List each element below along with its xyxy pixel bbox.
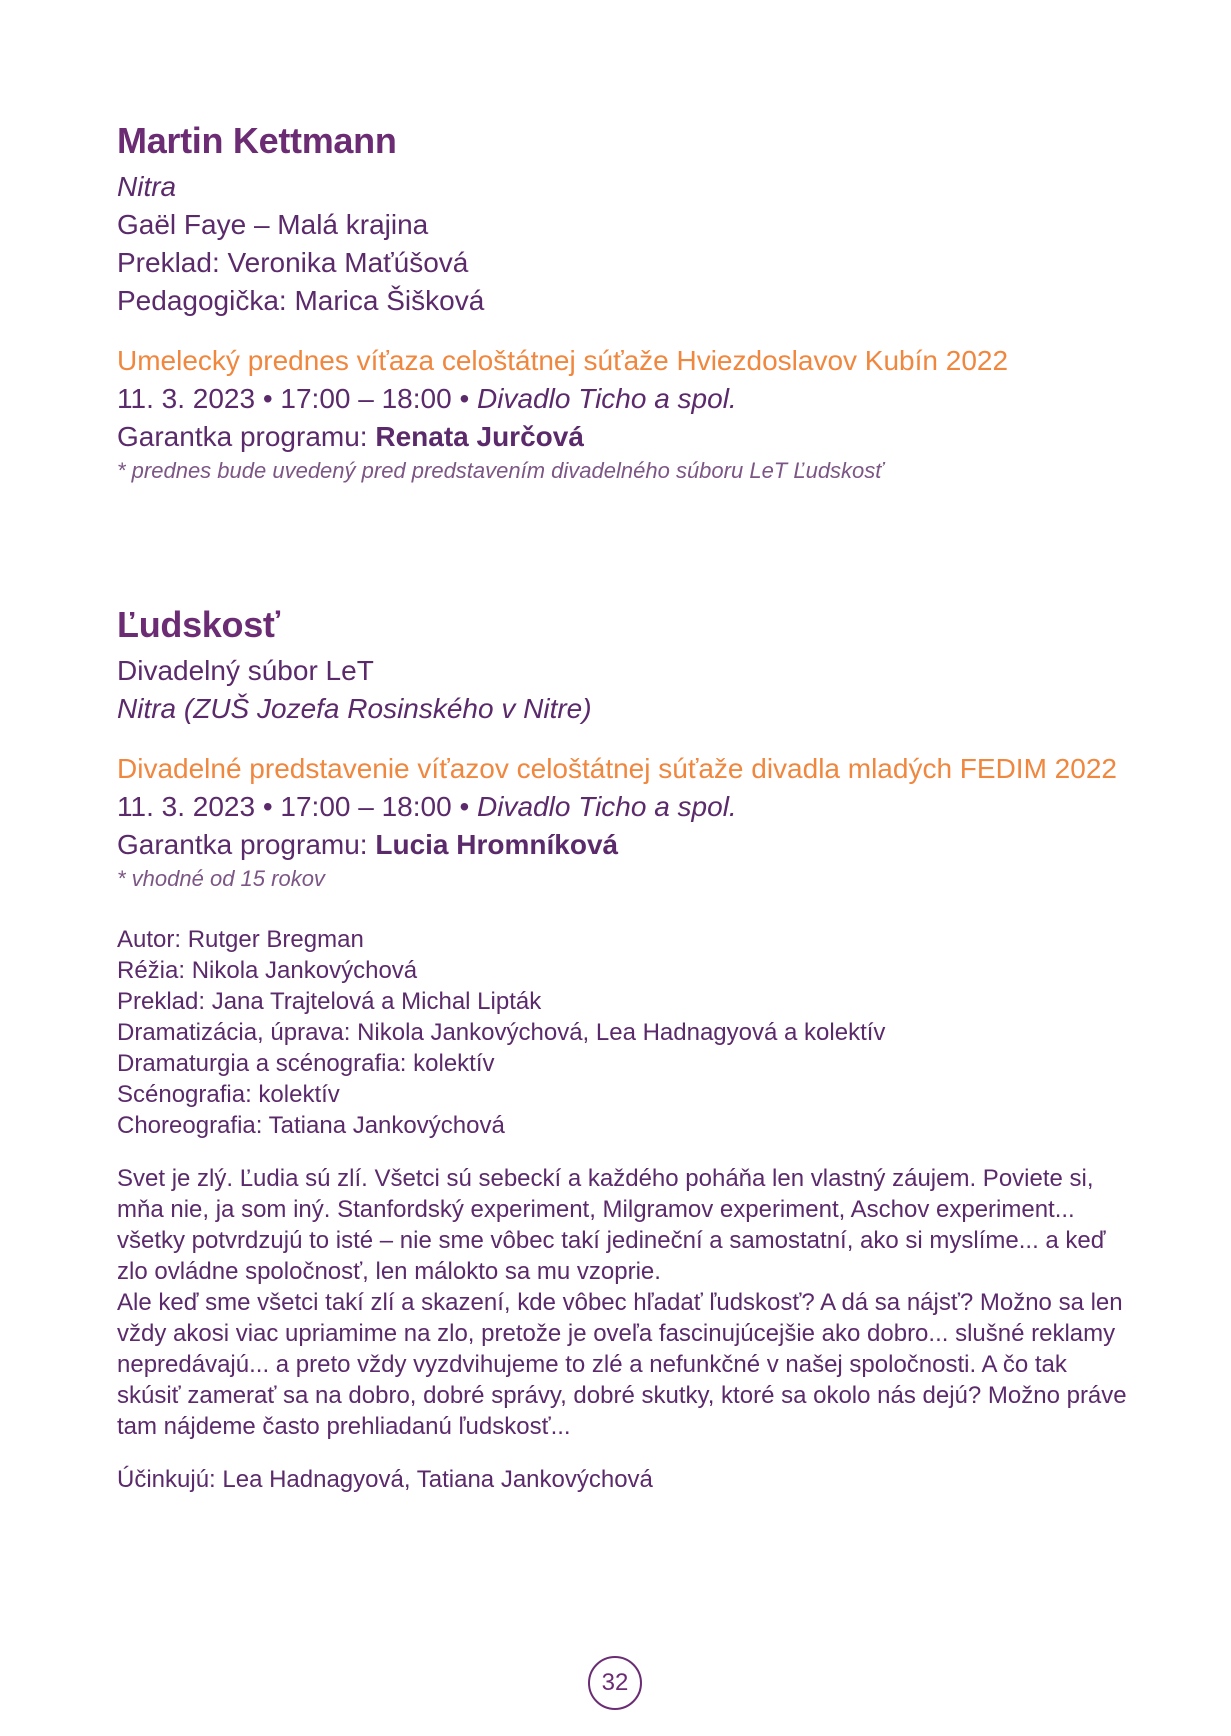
performers-line: Účinkujú: Lea Hadnagyová, Tatiana Jankovýchová: [117, 1466, 653, 1493]
teacher-credit: Pedagogička: Marica Šišková: [117, 285, 485, 316]
page-content: [117, 120, 1127, 1495]
event-title: Umelecký prednes víťaza celoštátnej súťaže Hviezdoslavov Kubín 2022: [117, 345, 1009, 376]
credit-line: Preklad: Jana Trajtelová a Michal Lipták: [117, 988, 542, 1015]
credit-line: Scénografia: kolektív: [117, 1081, 340, 1108]
description-paragraph: Ale keď sme všetci takí zlí a skazení, kde vôbec hľadať ľudskosť? A dá sa nájsť? Možno sa len vždy akosi viac upriamime na zlo, pretože je oveľa fascinujúcejšie ako dobro... slušné reklamy nepredávajú... a preto vždy vyzdvihujeme to zlé a nefunkčné v našej spoločnosti. A čo tak skúsiť zamerať sa na dobro, dobré správy, dobré skutky, ktoré sa okolo nás dejú? Možno práve tam nájdeme často prehliadanú ľudskosť...: [117, 1289, 1127, 1440]
performer-city: Nitra: [117, 171, 177, 202]
event-date-time: 11. 3. 2023 • 17:00 – 18:00 •: [117, 383, 470, 414]
event-date-time: 11. 3. 2023 • 17:00 – 18:00 •: [117, 791, 470, 822]
event-datetime: [117, 788, 1127, 826]
guarantor-label: Garantka programu:: [117, 421, 368, 452]
credit-line: Réžia: Nikola Jankovýchová: [117, 957, 418, 984]
guarantor-name: Lucia Hromníková: [375, 829, 619, 860]
page-number: 32: [588, 1656, 642, 1710]
group-city: Nitra (ZUŠ Jozefa Rosinského v Nitre): [117, 693, 592, 724]
description-paragraph: Svet je zlý. Ľudia sú zlí. Všetci sú sebeckí a každého poháňa len vlastný záujem. Poviete si, mňa nie, ja som iný. Stanfordský experiment, Milgramov experiment, Aschov experiment... všetky potvrdzujú to isté – nie sme vôbec takí jedineční a samostatní, ako si myslíme... a keď zlo ovládne spoločnosť, len málokto sa mu vzoprie.: [117, 1165, 1106, 1285]
performer-name: Martin Kettmann: [117, 120, 397, 161]
theatre-group: Divadelný súbor LeT: [117, 655, 374, 686]
performer-section: [117, 120, 1127, 486]
translation-credit: Preklad: Veronika Maťúšová: [117, 247, 469, 278]
play-title: Ľudskosť: [117, 604, 280, 645]
play-description: [117, 1163, 1127, 1442]
credit-line: Autor: Rutger Bregman: [117, 926, 364, 953]
event-venue: Divadlo Ticho a spol.: [477, 791, 737, 822]
play-section: [117, 604, 1127, 1495]
guarantor-name: Renata Jurčová: [375, 421, 584, 452]
event-title: Divadelné predstavenie víťazov celoštátnej súťaže divadla mladých FEDIM 2022: [117, 753, 1117, 784]
performed-work: Gaël Faye – Malá krajina: [117, 209, 429, 240]
event-note: * prednes bude uvedený pred predstavením divadelného súboru LeT Ľudskosť: [117, 458, 884, 483]
credits-list: [117, 924, 1127, 1141]
event-venue: Divadlo Ticho a spol.: [477, 383, 737, 414]
credit-line: Choreografia: Tatiana Jankovýchová: [117, 1112, 505, 1139]
credit-line: Dramatizácia, úprava: Nikola Jankovýchová, Lea Hadnagyová a kolektív: [117, 1019, 886, 1046]
program-guarantor: [117, 418, 1127, 456]
program-guarantor: [117, 826, 1127, 864]
credit-line: Dramaturgia a scénografia: kolektív: [117, 1050, 495, 1077]
event-datetime: [117, 380, 1127, 418]
age-note: * vhodné od 15 rokov: [117, 866, 325, 891]
guarantor-label: Garantka programu:: [117, 829, 368, 860]
